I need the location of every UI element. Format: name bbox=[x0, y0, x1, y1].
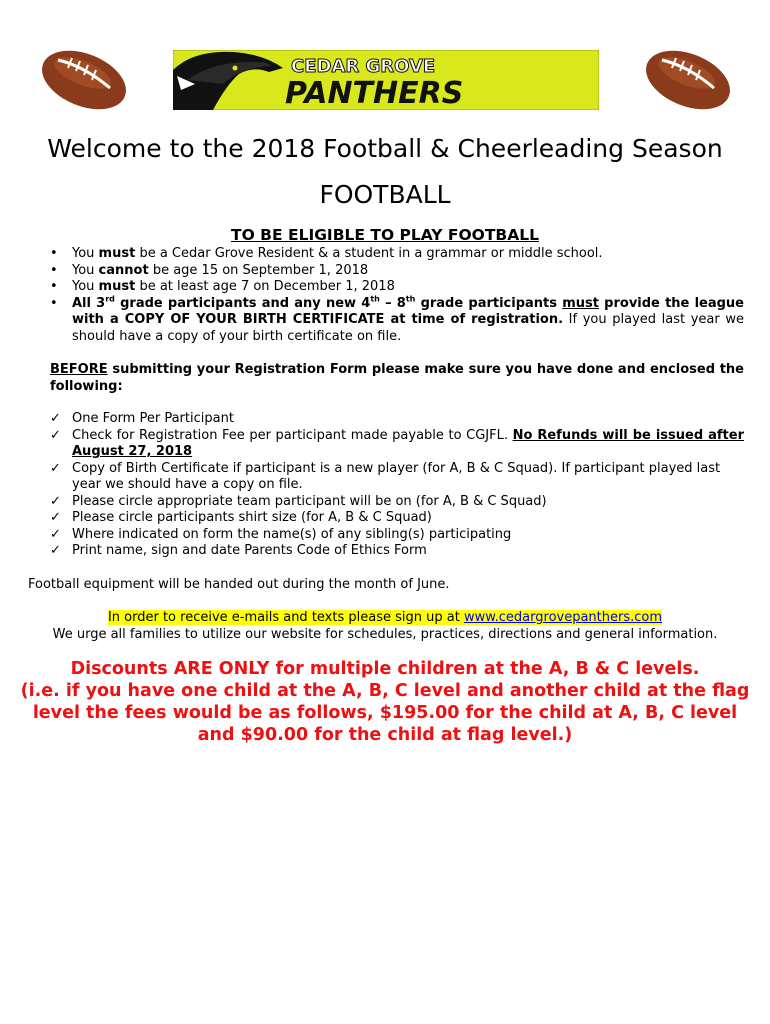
before-instructions: BEFORE submitting your Registration Form please make sure you have done and enclosed the following: bbox=[50, 362, 744, 394]
eligibility-heading: TO BE ELIGIBLE TO PLAY FOOTBALL bbox=[231, 226, 539, 244]
page-title: Welcome to the 2018 Football & Cheerleading Season bbox=[47, 134, 723, 163]
football-right-icon bbox=[640, 44, 736, 116]
signup-note: In order to receive e-mails and texts please sign up at www.cedargrovepanthers.com bbox=[107, 610, 663, 625]
list-item: • You must be at least age 7 on December 1, 2018 bbox=[50, 279, 395, 294]
website-link[interactable]: www.cedargrovepanthers.com bbox=[463, 610, 663, 625]
team-banner-logo bbox=[173, 50, 599, 110]
bullet-icon: • bbox=[50, 262, 58, 278]
page-subtitle: FOOTBALL bbox=[319, 180, 451, 209]
list-item: • All 3rd grade participants and any new 4th – 8th grade participants must provide the league with a COPY OF YOUR BIRTH CERTIFICATE at time of registration. If you played last year we should have a copy of your birth certificate on file. bbox=[50, 294, 744, 344]
list-item: • You cannot be age 15 on September 1, 2018 bbox=[50, 262, 369, 278]
checklist-item: ✓ Where indicated on form the name(s) of any sibling(s) participating bbox=[50, 526, 512, 542]
football-left-icon bbox=[36, 44, 132, 116]
checkmark-icon: ✓ bbox=[50, 526, 61, 542]
website-note: We urge all families to utilize our website for schedules, practices, directions and general information. bbox=[52, 627, 718, 642]
bullet-icon: • bbox=[50, 279, 58, 294]
checkmark-icon: ✓ bbox=[50, 543, 61, 558]
checklist bbox=[50, 411, 744, 560]
checkmark-icon: ✓ bbox=[50, 493, 61, 509]
checklist-item: ✓ Please circle appropriate team participant will be on (for A, B & C Squad) bbox=[50, 493, 547, 509]
checklist-item: ✓ Check for Registration Fee per participant made payable to CGJFL. No Refunds will be issued after August 27, 2018 bbox=[50, 427, 744, 459]
bullet-icon: • bbox=[50, 246, 58, 261]
checklist-item: ✓ Copy of Birth Certificate if participant is a new player (for A, B & C Squad). If participant played last year we should have a copy on file. bbox=[50, 460, 721, 492]
discount-notice bbox=[20, 658, 750, 746]
checkmark-icon: ✓ bbox=[50, 427, 61, 443]
banner-line2: PANTHERS bbox=[285, 76, 464, 110]
checklist-item: ✓ Print name, sign and date Parents Code of Ethics Form bbox=[50, 543, 427, 558]
equipment-note: Football equipment will be handed out during the month of June. bbox=[28, 577, 450, 592]
checkmark-icon: ✓ bbox=[50, 411, 61, 426]
checklist-item: ✓ Please circle participants shirt size (for A, B & C Squad) bbox=[50, 510, 432, 525]
bullet-icon: • bbox=[50, 295, 58, 311]
list-item: • You must be a Cedar Grove Resident & a student in a grammar or middle school. bbox=[50, 246, 603, 261]
discount-line2: (i.e. if you have one child at the A, B, C level and another child at the flag level the fees would be as follows, $195.00 for the child at A, B, C level and $90.00 for the child at flag level.) bbox=[20, 681, 750, 745]
discount-line1: Discounts ARE ONLY for multiple children at the A, B & C levels. bbox=[70, 659, 700, 679]
banner-line1: CEDAR GROVE bbox=[291, 56, 436, 77]
checkmark-icon: ✓ bbox=[50, 460, 61, 476]
checkmark-icon: ✓ bbox=[50, 510, 61, 525]
checklist-item: ✓ One Form Per Participant bbox=[50, 411, 234, 426]
eligibility-list bbox=[50, 246, 744, 345]
